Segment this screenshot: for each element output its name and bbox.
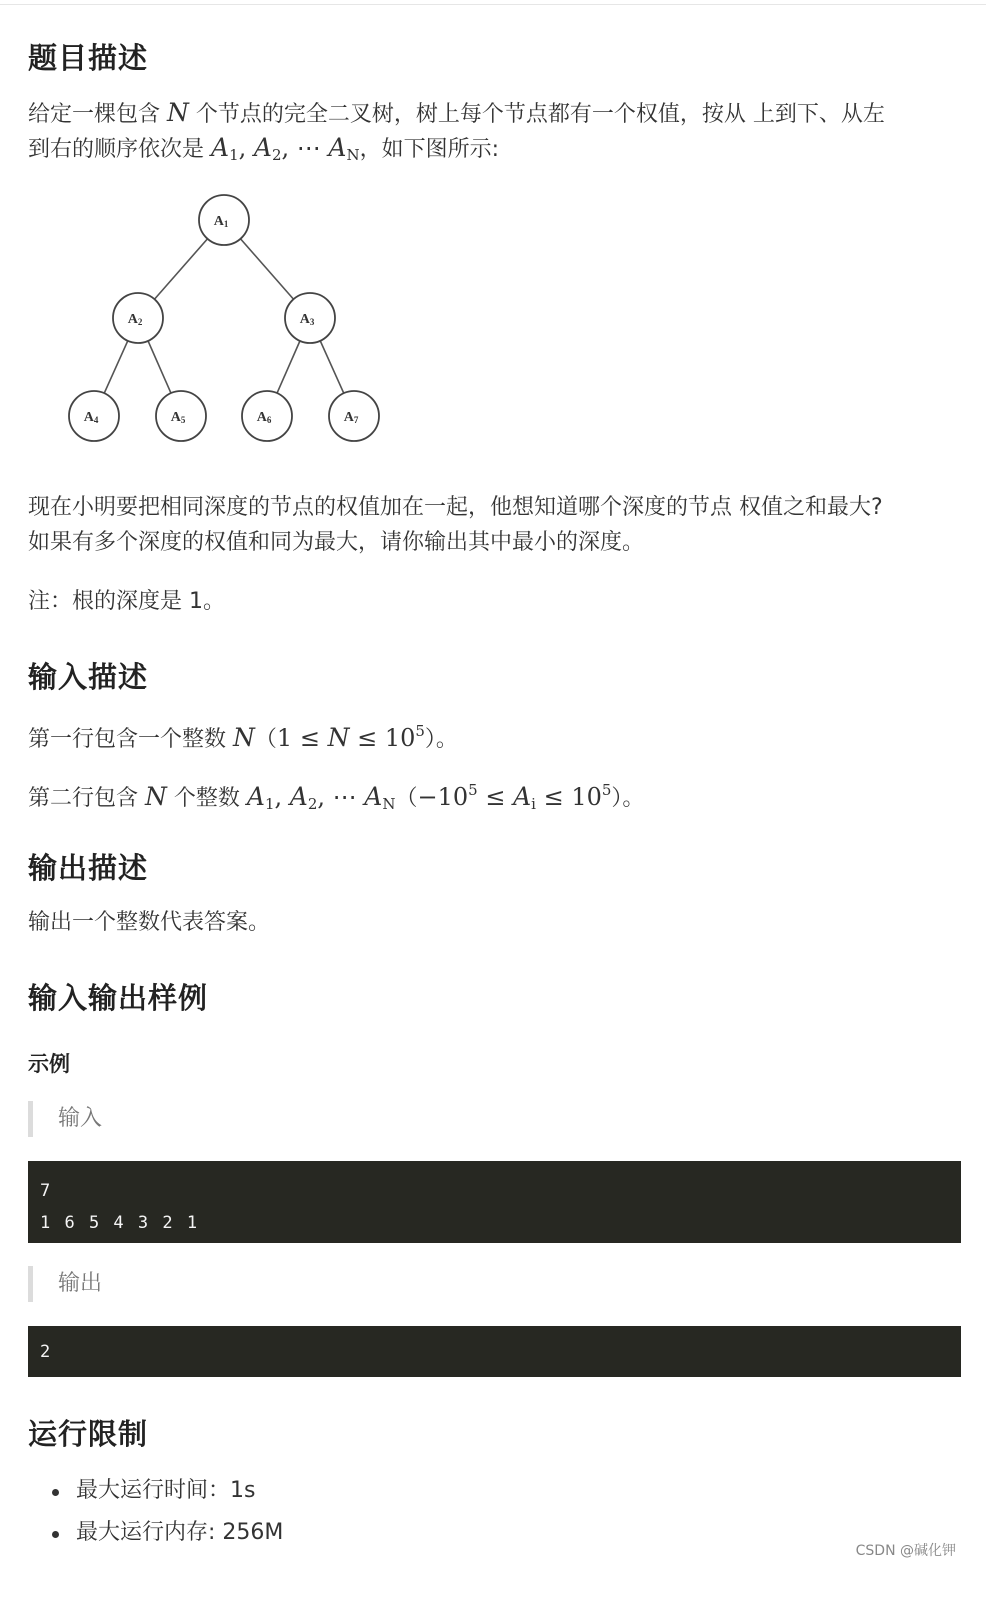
- limit-time: 最大运行时间：1s: [52, 1470, 283, 1512]
- description-para-2-line-2: 如果有多个深度的权值和同为最大，请你输出其中最小的深度。: [28, 530, 645, 555]
- watermark: CSDN @碱化钾: [855, 1543, 956, 1559]
- sample-output-code: [28, 1326, 961, 1377]
- binary-tree-diagram: [60, 190, 390, 450]
- sample-input-label: 输入: [28, 1101, 960, 1137]
- sample-output-label: 输出: [28, 1266, 960, 1302]
- code-line: 7: [40, 1181, 53, 1201]
- tree-node-label: A6: [256, 410, 272, 425]
- code-line: 2: [40, 1342, 53, 1362]
- tree-node-label: A4: [83, 410, 99, 425]
- limits-list: [52, 1470, 283, 1554]
- sample-input-code: [28, 1161, 961, 1243]
- description-line-2: 到右的顺序依次是 $A_1$, $A_2$, ⋯ $A_N$，如下图所示:: [28, 133, 499, 164]
- output-heading: 输出描述: [28, 851, 149, 885]
- example-subheading: 示例: [28, 1052, 70, 1076]
- description-note: 注：根的深度是 1。: [28, 589, 225, 614]
- top-divider: [0, 4, 986, 5]
- limits-heading: 运行限制: [28, 1417, 149, 1451]
- tree-node-label: A5: [170, 410, 186, 425]
- limit-memory: 最大运行内存: 256M: [52, 1512, 283, 1554]
- description-line-1: 给定一棵包含 N 个节点的完全二叉树，树上每个节点都有一个权值，按从 上到下、从左: [28, 98, 885, 127]
- output-text: 输出一个整数代表答案。: [28, 910, 271, 935]
- tree-node-label: A3: [299, 312, 315, 327]
- input-line-1: 第一行包含一个整数 $N(1 \le N \le 10^5)$。: [28, 722, 458, 752]
- input-line-2: 第二行包含 N 个整数 $A_1$, $A_2$, ⋯ $A_N(-10^5 \le A_i \le 10^5)$。: [28, 781, 645, 813]
- tree-node-label: A7: [343, 410, 359, 425]
- description-heading: 题目描述: [28, 41, 149, 75]
- description-para-2-line-1: 现在小明要把相同深度的节点的权值加在一起，他想知道哪个深度的节点 权值之和最大?: [28, 495, 883, 520]
- input-heading: 输入描述: [28, 660, 149, 694]
- tree-node-label: A1: [213, 214, 229, 229]
- code-line: 1 6 5 4 3 2 1: [40, 1213, 200, 1233]
- examples-heading: 输入输出样例: [28, 981, 209, 1015]
- tree-node-label: A2: [127, 312, 143, 327]
